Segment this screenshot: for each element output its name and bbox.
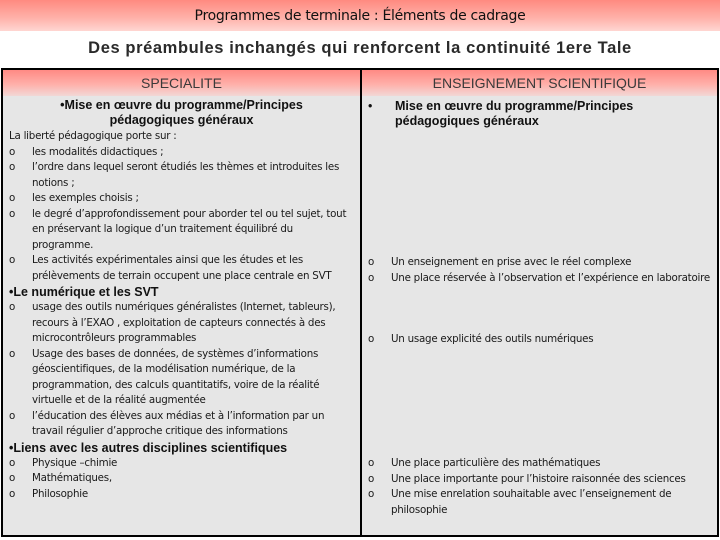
list-item: o Un usage explicité des outils numériques xyxy=(362,332,717,348)
list-item: o les exemples choisis ; xyxy=(3,191,360,207)
circle-bullet-icon: o xyxy=(9,254,16,266)
list-item: o Un enseignement en prise avec le réel complexe xyxy=(362,255,717,271)
list-item: o usage des outils numériques généralistes (Internet, tableurs), recours à l’EXAO , exploitation de capteurs connectés à des microcontrôleurs programmables xyxy=(9,301,336,344)
column-specialite xyxy=(3,70,362,535)
column-header-specialite: SPECIALITE xyxy=(3,70,360,96)
list-liens-disciplines xyxy=(3,456,360,503)
list-item: o Une place réservée à l’observation et l’expérience en laboratoire xyxy=(362,271,717,287)
circle-bullet-icon: o xyxy=(368,472,375,485)
list-item: o Les activités expérimentales ainsi que les études et les prélèvements de terrain occupent une place centrale en SVT xyxy=(9,254,332,282)
circle-bullet-icon: o xyxy=(368,333,375,345)
section-title-liens: •Liens avec les autres disciplines scientifiques xyxy=(9,440,288,455)
list-outils-numeriques xyxy=(362,332,717,348)
list-disciplines xyxy=(362,456,717,518)
circle-bullet-icon: o xyxy=(9,456,16,469)
circle-bullet-icon: o xyxy=(9,487,16,500)
column-enseignement-scientifique xyxy=(362,70,717,535)
intro-text: La liberté pédagogique porte sur : xyxy=(9,130,177,142)
list-item: o Une mise enrelation souhaitable avec l’enseignement de philosophie xyxy=(368,488,672,516)
slide-title: Programmes de terminale : Éléments de cadrage xyxy=(194,7,526,24)
circle-bullet-icon: o xyxy=(9,409,16,422)
list-reel-observation xyxy=(362,255,717,286)
list-item: o Mathématiques, xyxy=(3,471,360,487)
comparison-table xyxy=(1,68,719,537)
list-item: o les modalités didactiques ; xyxy=(3,145,360,161)
circle-bullet-icon: o xyxy=(9,192,16,204)
circle-bullet-icon: o xyxy=(368,457,375,469)
list-liberte-pedagogique xyxy=(3,145,360,285)
list-item: o Une place particulière des mathématiques xyxy=(362,456,717,472)
circle-bullet-icon: o xyxy=(368,271,375,284)
column-header-enseignement-scientifique: ENSEIGNEMENT SCIENTIFIQUE xyxy=(362,70,717,96)
banner xyxy=(0,0,720,31)
circle-bullet-icon: o xyxy=(9,347,16,360)
slide-subtitle: Des préambules inchangés qui renforcent la continuité 1ere Tale xyxy=(88,39,632,57)
circle-bullet-icon: o xyxy=(368,256,375,268)
circle-bullet-icon: o xyxy=(9,161,16,173)
section-title-numerique: •Le numérique et les SVT xyxy=(9,285,159,299)
list-item: o l’éducation des élèves aux médias et à l’information par un travail régulier d’approche critique des informations xyxy=(9,409,325,437)
circle-bullet-icon: o xyxy=(9,472,16,484)
circle-bullet-icon: o xyxy=(368,488,375,500)
list-item: o Usage des bases de données, de systèmes d’informations géoscientifiques, de la modélisation numérique, de la programmation, des calculs quantitatifs, voire de la réalité virtuelle et de la réalité augmentée xyxy=(9,347,320,406)
section-title-principes: •Mise en œuvre du programme/Principes pédagogiques généraux xyxy=(60,98,303,127)
circle-bullet-icon: o xyxy=(9,145,16,158)
list-item: o l’ordre dans lequel seront étudiés les thèmes et introduites les notions ; xyxy=(9,161,340,189)
list-item: o Une place importante pour l’histoire raisonnée des sciences xyxy=(362,472,717,488)
list-item: o Philosophie xyxy=(3,487,360,503)
circle-bullet-icon: o xyxy=(9,207,16,220)
list-item: o Physique –chimie xyxy=(3,456,360,472)
section-title-principes-right: • Mise en œuvre du programme/Principes pédagogiques généraux xyxy=(368,99,634,128)
list-item: o le degré d’approfondissement pour aborder tel ou tel sujet, tout en préservant la logique d’un traitement équilibré du programme. xyxy=(9,207,347,251)
square-bullet-icon: • xyxy=(368,99,373,113)
circle-bullet-icon: o xyxy=(9,301,16,313)
list-numerique xyxy=(3,300,360,440)
